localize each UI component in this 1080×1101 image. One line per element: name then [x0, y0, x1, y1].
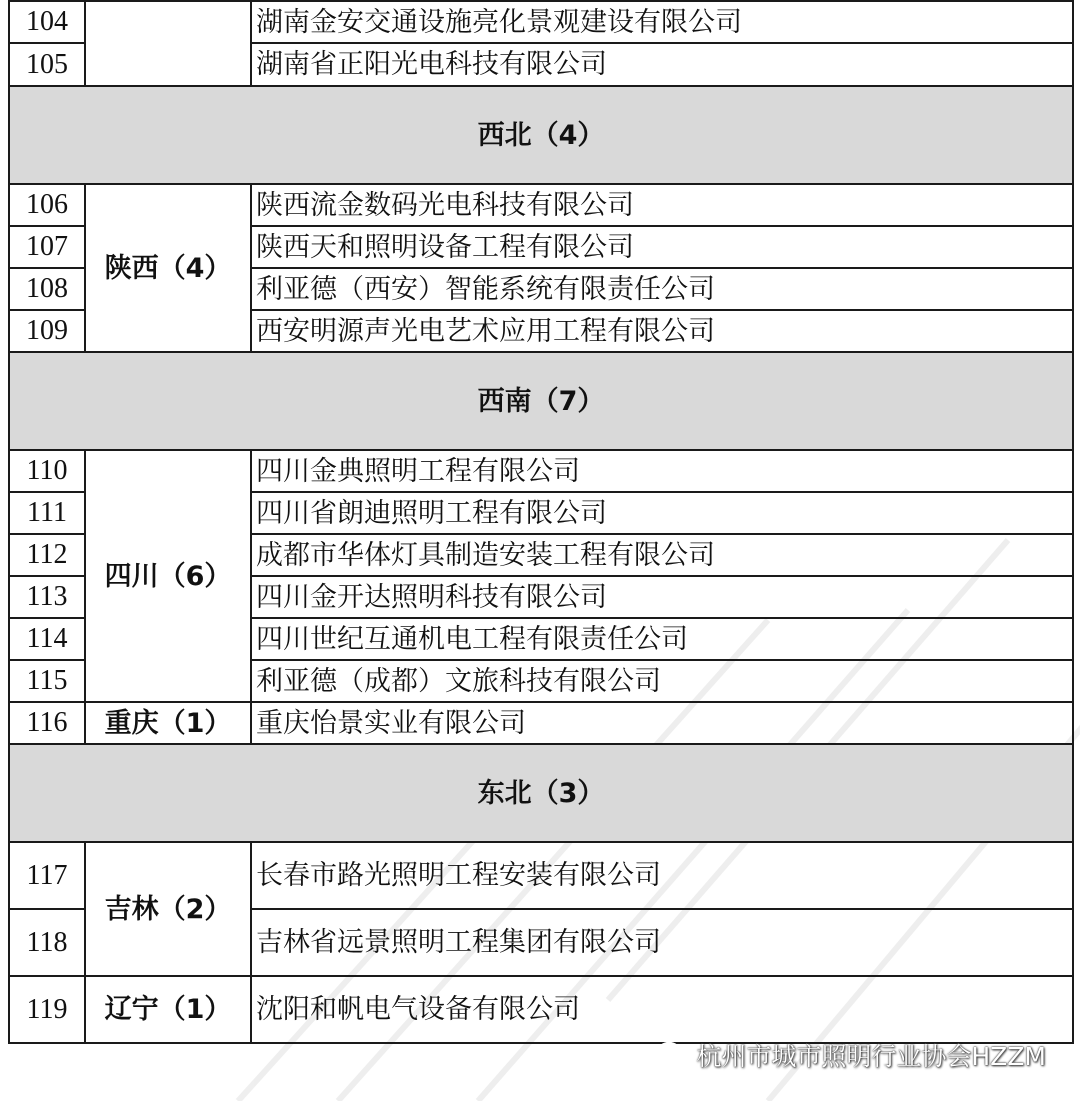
company-name: 四川金典照明工程有限公司: [251, 450, 1073, 492]
company-name: 西安明源声光电艺术应用工程有限公司: [251, 310, 1073, 352]
province-sichuan: 四川（6）: [85, 450, 251, 702]
company-name: 利亚德（成都）文旅科技有限公司: [251, 660, 1073, 702]
row-number: 110: [9, 450, 85, 492]
company-name: 沈阳和帆电气设备有限公司: [251, 976, 1073, 1043]
row-number: 118: [9, 909, 85, 976]
province-chongqing: 重庆（1）: [85, 702, 251, 744]
region-header-row: [9, 744, 1073, 842]
table-row: [9, 976, 1073, 1043]
row-number: 117: [9, 842, 85, 909]
company-name: 湖南金安交通设施亮化景观建设有限公司: [251, 1, 1073, 43]
region-northwest: 西北（4）: [9, 86, 1073, 184]
row-number: 114: [9, 618, 85, 660]
region-header-row: [9, 352, 1073, 450]
province-jilin: 吉林（2）: [85, 842, 251, 976]
company-name: 利亚德（西安）智能系统有限责任公司: [251, 268, 1073, 310]
company-list-table: [8, 0, 1074, 1044]
company-name: 陕西天和照明设备工程有限公司: [251, 226, 1073, 268]
company-name: 陕西流金数码光电科技有限公司: [251, 184, 1073, 226]
row-number: 116: [9, 702, 85, 744]
region-header-row: [9, 86, 1073, 184]
row-number: 115: [9, 660, 85, 702]
row-number: 113: [9, 576, 85, 618]
company-name: 成都市华体灯具制造安装工程有限公司: [251, 534, 1073, 576]
region-southwest: 西南（7）: [9, 352, 1073, 450]
row-number: 105: [9, 43, 85, 86]
table-row: [9, 842, 1073, 909]
brand-text: 杭州市城市照明行业协会HZZM: [696, 1042, 1046, 1071]
row-number: 119: [9, 976, 85, 1043]
table-row: [9, 702, 1073, 744]
province-cell-empty: [85, 1, 251, 86]
table-row: [9, 184, 1073, 226]
wechat-account-watermark: [656, 1037, 1046, 1073]
company-name: 四川金开达照明科技有限公司: [251, 576, 1073, 618]
company-name: 重庆怡景实业有限公司: [251, 702, 1073, 744]
row-number: 109: [9, 310, 85, 352]
region-northeast: 东北（3）: [9, 744, 1073, 842]
company-name: 吉林省远景照明工程集团有限公司: [251, 909, 1073, 976]
company-name: 长春市路光照明工程安装有限公司: [251, 842, 1073, 909]
table-row: [9, 450, 1073, 492]
province-shaanxi: 陕西（4）: [85, 184, 251, 352]
table-row: [9, 1, 1073, 43]
row-number: 106: [9, 184, 85, 226]
company-name: 四川省朗迪照明工程有限公司: [251, 492, 1073, 534]
row-number: 104: [9, 1, 85, 43]
company-name: 湖南省正阳光电科技有限公司: [251, 43, 1073, 86]
row-number: 112: [9, 534, 85, 576]
row-number: 108: [9, 268, 85, 310]
province-liaoning: 辽宁（1）: [85, 976, 251, 1043]
row-number: 111: [9, 492, 85, 534]
row-number: 107: [9, 226, 85, 268]
wechat-icon: [656, 1041, 690, 1069]
company-name: 四川世纪互通机电工程有限责任公司: [251, 618, 1073, 660]
